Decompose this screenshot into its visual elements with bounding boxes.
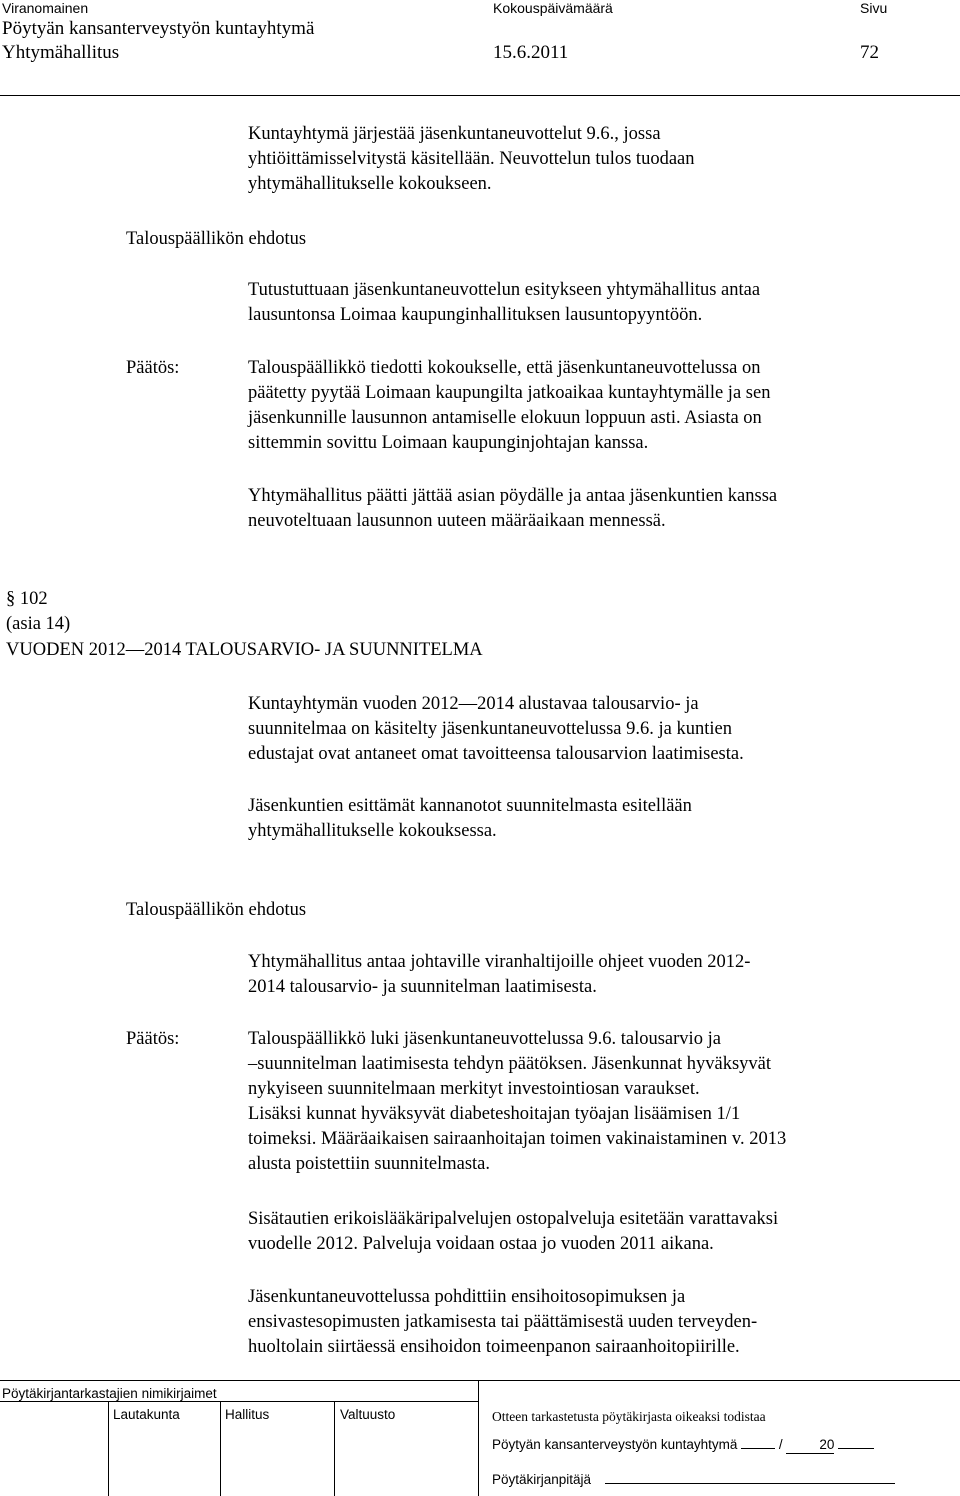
certifier-line <box>492 1437 874 1454</box>
item-number: § 102 <box>6 589 48 609</box>
decision-paragraph: Jäsenkuntaneuvottelussa pohdittiin ensihoitosopimuksen ja ensivastesopimusten jatkamisesta tai päättämisestä uuden terveyden- huoltolain siirtäessä ensihoidon toimeenpanon sairaanhoitopiirille. <box>248 1287 758 1357</box>
proposal-label: Talouspäällikön ehdotus <box>126 229 307 249</box>
header-date: 15.6.2011 <box>493 42 569 63</box>
header-page-label: Sivu <box>860 0 888 16</box>
item-intro-paragraph: Jäsenkuntien esittämät kannanotot suunnitelmasta esitellään yhtymähallitukselle kokouksessa. <box>248 796 692 841</box>
footer-divider <box>478 1380 479 1496</box>
proposal-label: Talouspäällikön ehdotus <box>126 900 307 920</box>
item-intro-paragraph: Kuntayhtymän vuoden 2012—2014 alustavaa talousarvio- ja suunnitelmaa on käsitelty jäsenkuntaneuvottelussa 9.6. ja kuntien edustajat ovat antaneet omat tavoitteensa talousarvion laatimisesta. <box>248 694 744 764</box>
header-organization: Pöytyän kansanterveystyön kuntayhtymä <box>2 18 315 39</box>
body-hallitus: Hallitus <box>225 1407 270 1422</box>
initials-col-divider <box>334 1401 335 1496</box>
header-date-label: Kokouspäivämäärä <box>493 0 613 16</box>
date-separator: / <box>778 1437 783 1452</box>
footer-rule <box>0 1380 960 1381</box>
initials-label: Pöytäkirjantarkastajien nimikirjaimet <box>2 1386 217 1401</box>
decision-paragraph: Talouspäällikkö luki jäsenkuntaneuvottelussa 9.6. talousarvio ja –suunnitelman laatimisesta tehdyn päätöksen. Jäsenkunnat hyväksyvät nykyiseen suunnitelmaan merkityt investointiosan varaukset. Lisäksi kunnat hyväksyvät diabeteshoitajan työajan lisäämisen 1/1 toimeksi. Määräaikaisen sairaanhoitajan toimen vakinaistaminen v. 2013 alusta poistettiin suunnitelmasta. <box>248 1029 787 1174</box>
keeper-signature-line <box>605 1483 895 1484</box>
proposal-paragraph: Yhtymähallitus antaa johtaville viranhaltijoille ohjeet vuoden 2012- 2014 talousarvio- ja suunnitelman laatimisesta. <box>248 952 751 997</box>
keeper-line <box>492 1472 895 1488</box>
header-org-type: Viranomainen <box>2 0 89 16</box>
decision-paragraph: Talouspäällikkö tiedotti kokoukselle, että jäsenkuntaneuvottelussa on päätetty pyytää Loimaan kaupungilta jatkoaikaa kuntayhtymälle ja sen jäsenkunnille lausunnon antamiselle elokuun loppuun asti. Asiasta on sittemmin sovittu Loimaan kaupunginjohtajan kanssa. <box>248 358 771 453</box>
keeper-label: Pöytäkirjanpitäjä <box>492 1472 592 1487</box>
decision-paragraph: Sisätautien erikoislääkäripalvelujen ostopalveluja esitetään varattavaksi vuodelle 2012. Palveluja voidaan ostaa jo vuoden 2011 aikana. <box>248 1209 779 1254</box>
body-lautakunta: Lautakunta <box>113 1407 180 1422</box>
certifier-org: Pöytyän kansanterveystyön kuntayhtymä <box>492 1437 738 1452</box>
certified-number: 20 <box>786 1437 834 1454</box>
header-rule <box>0 95 960 96</box>
body-valtuusto: Valtuusto <box>340 1407 396 1422</box>
year-fill-line <box>838 1448 874 1449</box>
item-title: VUODEN 2012—2014 TALOUSARVIO- JA SUUNNITELMA <box>6 640 483 660</box>
decision-label: Päätös: <box>126 1029 180 1049</box>
decision-label: Päätös: <box>126 358 180 378</box>
initials-col-divider <box>220 1401 221 1496</box>
header-page-number: 72 <box>860 42 879 63</box>
initials-col-divider <box>108 1401 109 1496</box>
date-fill-line <box>741 1448 775 1449</box>
intro-paragraph: Kuntayhtymä järjestää jäsenkuntaneuvottelut 9.6., jossa yhtiöittämisselvitystä käsitellään. Neuvottelun tulos tuodaan yhtymähallitukselle kokoukseen. <box>248 124 695 194</box>
certified-label: Otteen tarkastetusta pöytäkirjasta oikeaksi todistaa <box>492 1409 766 1424</box>
decision-paragraph: Yhtymähallitus päätti jättää asian pöydälle ja antaa jäsenkuntien kanssa neuvoteltuaan lausunnon uuteen määräaikaan mennessä. <box>248 486 778 531</box>
initials-rule <box>0 1401 478 1402</box>
header-body: Yhtymähallitus <box>2 42 120 63</box>
proposal-paragraph: Tutustuttuaan jäsenkuntaneuvottelun esitykseen yhtymähallitus antaa lausuntonsa Loimaa kaupunginhallituksen lausuntopyyntöön. <box>248 280 761 325</box>
item-case: (asia 14) <box>6 614 71 634</box>
